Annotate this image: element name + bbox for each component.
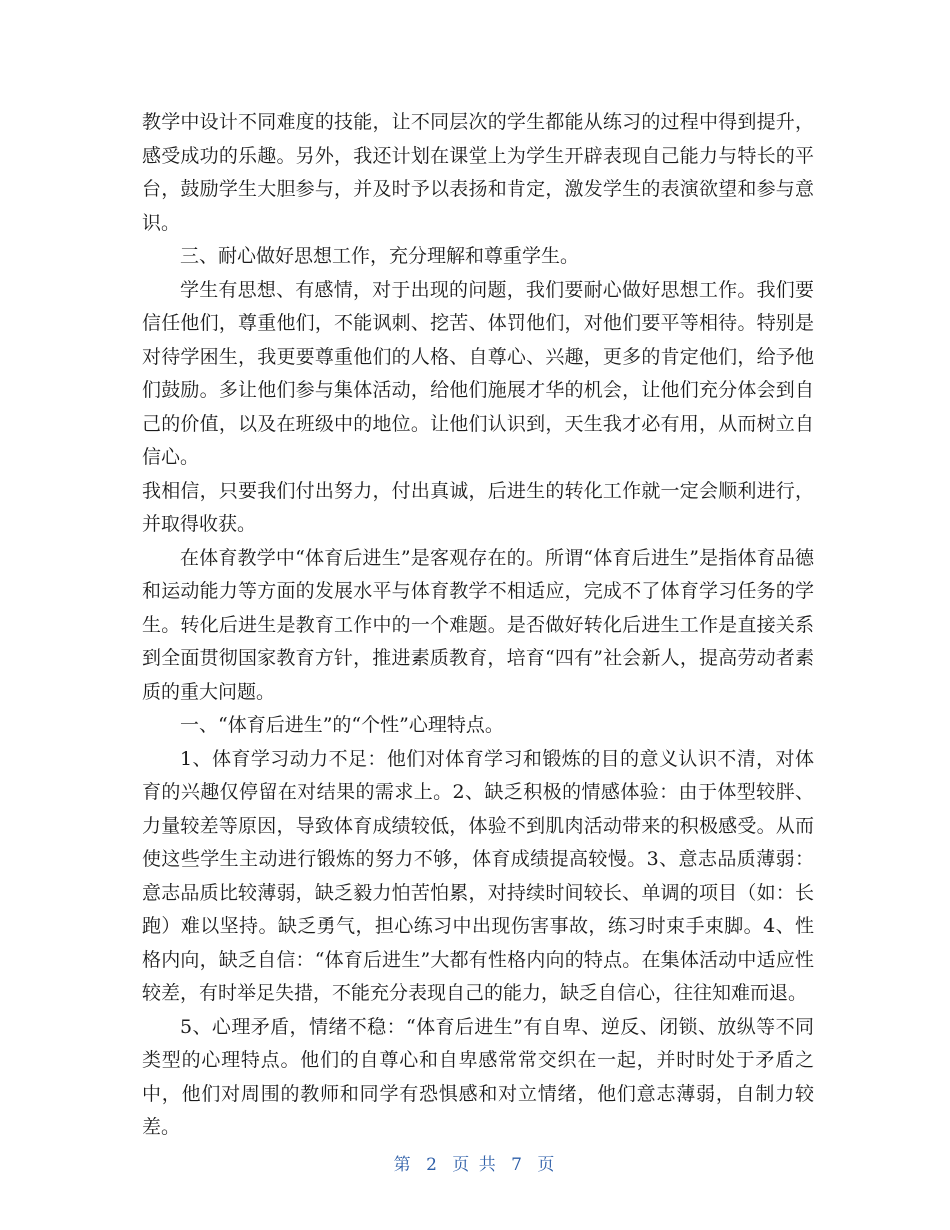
document-body <box>142 106 814 1145</box>
paragraph-6-heading: 一、“体育后进生”的“个性”心理特点。 <box>180 714 504 736</box>
paragraph-3: 学生有思想、有感情，对于出现的问题，我们要耐心做好思想工作。我们要信任他们，尊重他们，不能讽刺、挖苦、体罚他们，对他们要平等相待。特别是对待学困生，我更要尊重他们的人格、自尊心、兴趣，更多的肯定他们，给予他们鼓励。多让他们参与集体活动，给他们施展才华的机会，让他们充分体会到自己的价值，以及在班级中的地位。让他们认识到，天生我才必有用，从而树立自信心。 <box>142 278 814 468</box>
footer-total-pages: 7 <box>511 1155 524 1175</box>
footer-page-number: 2 <box>426 1155 439 1175</box>
paragraph-2-heading: 三、耐心做好思想工作，充分理解和尊重学生。 <box>180 245 580 267</box>
paragraph-7: 1、体育学习动力不足：他们对体育学习和锻炼的目的意义认识不清，对体育的兴趣仅停留在对结果的需求上。2、缺乏积极的情感体验：由于体型较胖、力量较差等原因，导致体育成绩较低，体验不到肌肉活动带来的积极感受。从而使这些学生主动进行锻炼的努力不够，体育成绩提高较慢。3、意志品质薄弱：意志品质比较薄弱，缺乏毅力怕苦怕累，对持续时间较长、单调的项目（如：长跑）难以坚持。缺乏勇气，担心练习中出现伤害事故，练习时束手束脚。4、性格内向，缺乏自信：“体育后进生”大都有性格内向的特点。在集体活动中适应性较差，有时举足失措，不能充分表现自己的能力，缺乏自信心，往往知难而退。 <box>142 747 814 1004</box>
paragraph-5: 在体育教学中“体育后进生”是客观存在的。所谓“体育后进生”是指体育品德和运动能力等方面的发展水平与体育教学不相适应，完成不了体育学习任务的学生。转化后进生是教育工作中的一个难题。是否做好转化后进生工作是直接关系到全面贯彻国家教育方针，推进素质教育，培育“四有”社会新人，提高劳动者素质的重大问题。 <box>142 546 814 703</box>
page-footer <box>0 1150 950 1175</box>
paragraph-8: 5、心理矛盾，情绪不稳：“体育后进生”有自卑、逆反、闭锁、放纵等不同类型的心理特点。他们的自尊心和自卑感常常交织在一起，并时时处于矛盾之中，他们对周围的教师和同学有恐惧感和对立情绪，他们意志薄弱，自制力较差。 <box>142 1015 814 1138</box>
paragraph-1: 教学中设计不同难度的技能，让不同层次的学生都能从练习的过程中得到提升，感受成功的乐趣。另外，我还计划在课堂上为学生开辟表现自己能力与特长的平台，鼓励学生大胆参与，并及时予以表扬和肯定，激发学生的表演欲望和参与意识。 <box>142 111 814 234</box>
footer-middle: 页 共 <box>452 1155 498 1175</box>
footer-suffix: 页 <box>537 1155 557 1175</box>
paragraph-4: 我相信，只要我们付出努力，付出真诚，后进生的转化工作就一定会顺利进行，并取得收获。 <box>142 479 814 535</box>
footer-prefix: 第 <box>393 1155 413 1175</box>
